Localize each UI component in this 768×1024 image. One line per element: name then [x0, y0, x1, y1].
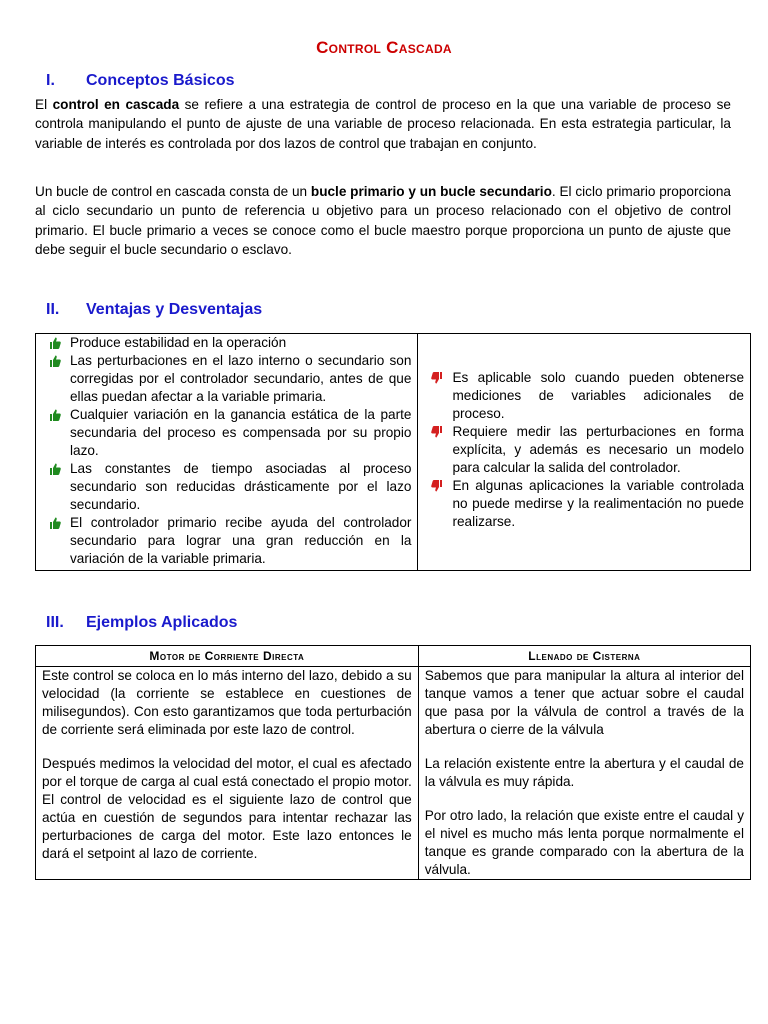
disadvantages-cell — [418, 334, 751, 571]
examples-header-cisterna: Llenado de Cisterna — [418, 646, 750, 667]
thumbs-down-icon — [430, 479, 444, 493]
advantage-text: Las constantes de tiempo asociadas al proceso secundario son reducidas drásticamente por el lazo secundario. — [70, 461, 412, 512]
disadvantage-text: En algunas aplicaciones la variable controlada no puede medirse y la realimentación no puede realizarse. — [452, 478, 744, 529]
section-title: Conceptos Básicos — [86, 72, 235, 89]
examples-table — [35, 645, 751, 880]
page-title: Control Cascada — [316, 38, 452, 57]
disadvantages-list — [424, 369, 744, 531]
advantage-text: Las perturbaciones en el lazo interno o secundario son corregidas por el controlador secundario, antes de que ellas puedan afectar a la variable primaria. — [70, 353, 412, 404]
thumbs-up-icon — [48, 354, 62, 368]
paragraph-2 — [35, 182, 731, 260]
example-paragraph: Sabemos que para manipular la altura al interior del tanque vamos a tener que actuar sobre el caudal que pasa por la válvula de control a través de la abertura o cierre de la válvula — [424, 668, 744, 737]
section-title: Ejemplos Aplicados — [86, 614, 238, 631]
advantages-cell — [36, 334, 418, 571]
thumbs-down-icon — [430, 425, 444, 439]
disadvantage-item — [424, 369, 744, 423]
advantage-text: Cualquier variación en la ganancia estática de la parte secundaria del proceso es compensada por su propio lazo. — [70, 407, 412, 458]
paragraph-1 — [35, 95, 731, 153]
example-paragraph: Después medimos la velocidad del motor, el cual es afectado por el torque de carga al cual está conectado el propio motor. El control de velocidad es el siguiente lazo de control que actúa en cuestión de segundos para intentar rechazar las perturbaciones de carga del motor. Este lazo entonces le dará el setpoint al lazo de corriente. — [42, 756, 412, 861]
disadvantage-item — [424, 423, 744, 477]
section-heading-1 — [46, 72, 234, 90]
bold-run: control en cascada — [52, 97, 180, 112]
advantages-table — [35, 333, 751, 571]
advantage-text: Produce estabilidad en la operación — [70, 335, 287, 350]
advantage-item — [42, 352, 411, 406]
advantage-item — [42, 406, 411, 460]
thumbs-up-icon — [48, 462, 62, 476]
disadvantage-text: Requiere medir las perturbaciones en forma explícita, y además es necesario un modelo para calcular la salida del controlador. — [452, 424, 744, 475]
section-heading-2 — [46, 301, 262, 319]
text-run: Un bucle de control en cascada consta de un — [35, 184, 311, 199]
advantage-text: El controlador primario recibe ayuda del controlador secundario para lograr una gran reducción en la variación de la variable primaria. — [70, 515, 412, 566]
text-run: . El ciclo primario proporciona al ciclo secundario un punto de referencia u objetivo para un proceso relacionado con el objetivo de control primario. El bucle primario a veces se conoce como el bucle maestro porque proporciona un punto de ajuste que debe seguir el bucle secundario o esclavo. — [35, 184, 731, 258]
example-paragraph: Este control se coloca en lo más interno del lazo, debido a su velocidad (la corriente se establece en cuestiones de milisegundos). Con esto garantizamos que toda perturbación de corriente será eliminada por este lazo de control. — [42, 668, 412, 737]
section-title: Ventajas y Desventajas — [86, 301, 263, 318]
disadvantage-text: Es aplicable solo cuando pueden obtenerse mediciones de variables adicionales de proceso. — [452, 370, 744, 421]
text-run: se refiere a una estrategia de control de proceso en la que una variable de proceso se controla manipulando el punto de ajuste de una variable de proceso relacionada. En esta estrategia particular, la variable de interés es controlada por dos lazos de control que trabajan en conjunto. — [35, 97, 731, 151]
examples-cell-cisterna — [418, 667, 750, 880]
section-number: III. — [46, 614, 64, 631]
disadvantage-item — [424, 477, 744, 531]
advantages-list — [42, 334, 411, 568]
thumbs-down-icon — [430, 371, 444, 385]
section-number: II. — [46, 301, 60, 318]
bold-run: bucle primario y un bucle secundario — [310, 184, 552, 199]
example-paragraph: Por otro lado, la relación que existe entre el caudal y el nivel es mucho más lenta porque normalmente el tanque es grande comparado con la abertura de la válvula. — [424, 808, 744, 877]
thumbs-up-icon — [48, 336, 62, 350]
section-number: I. — [46, 72, 55, 89]
thumbs-up-icon — [48, 516, 62, 530]
examples-cell-motor — [36, 667, 419, 880]
advantage-item — [42, 460, 411, 514]
advantage-item — [42, 514, 411, 568]
advantage-item — [42, 334, 411, 352]
thumbs-up-icon — [48, 408, 62, 422]
section-heading-3 — [46, 614, 237, 632]
text-run: El — [35, 97, 53, 112]
examples-header-motor: Motor de Corriente Directa — [36, 646, 419, 667]
example-paragraph: La relación existente entre la abertura y el caudal de la válvula es muy rápida. — [424, 756, 744, 789]
